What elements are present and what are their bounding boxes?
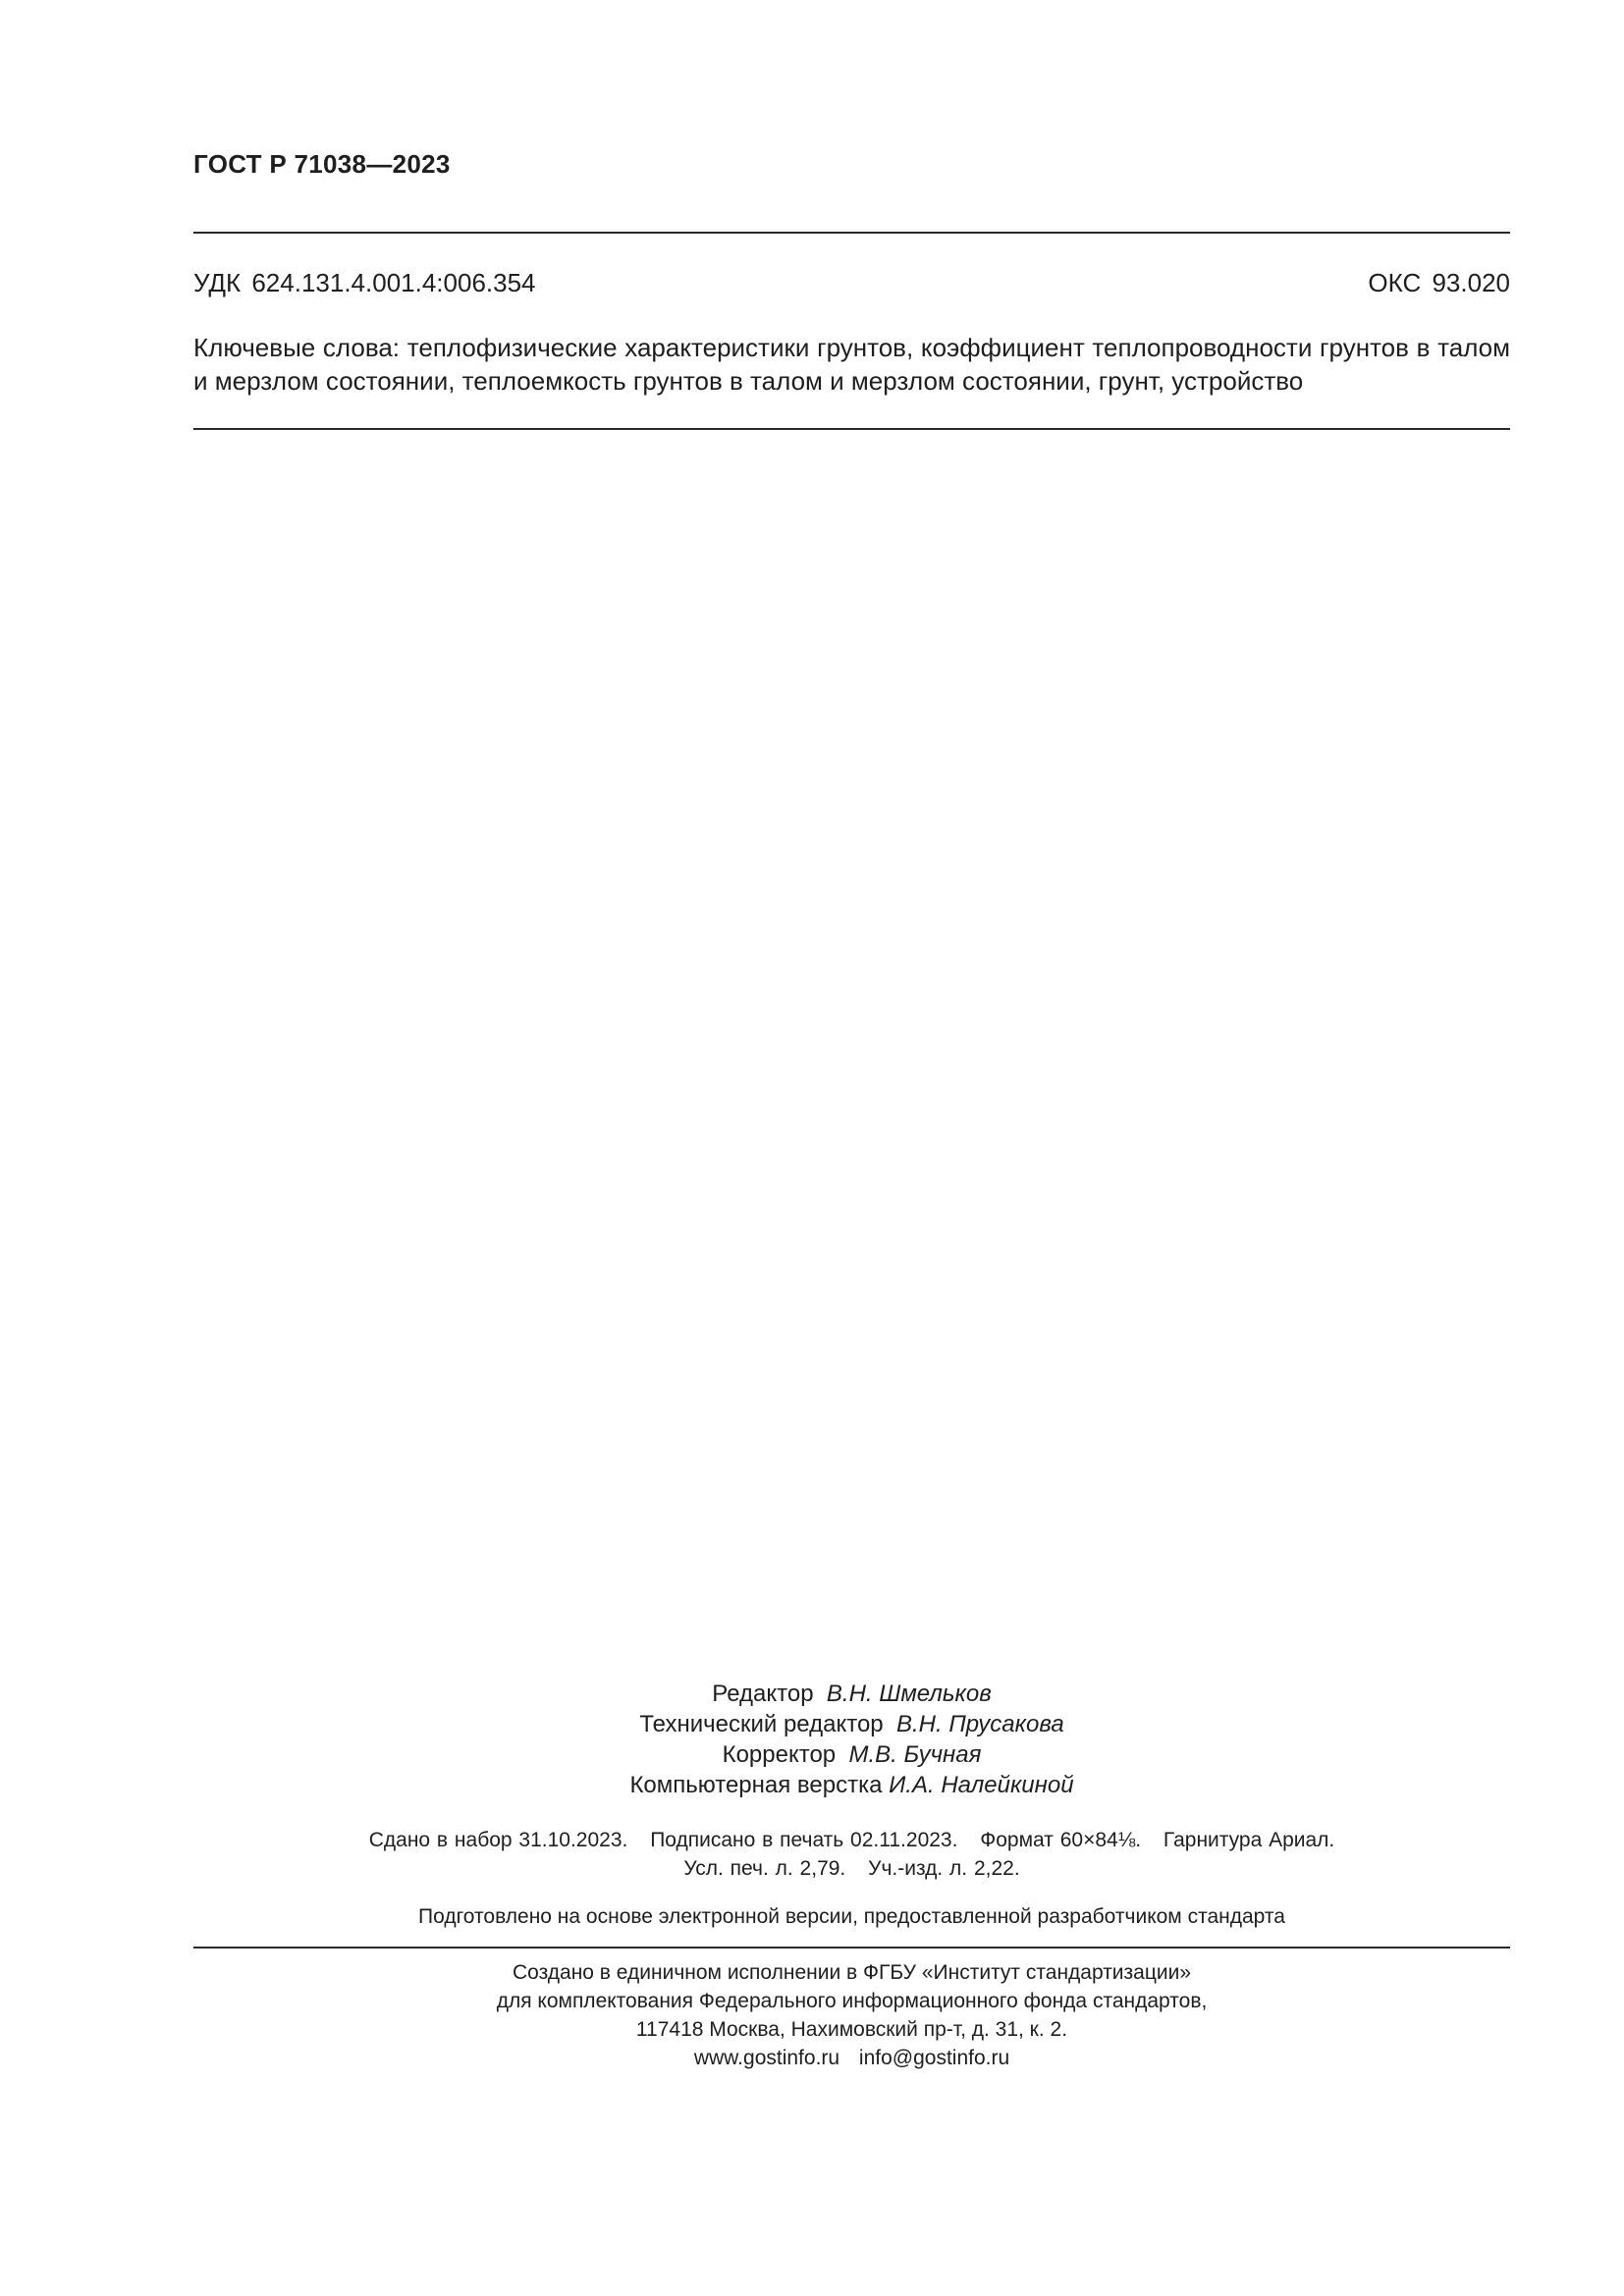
credit-editor [193, 1679, 1510, 1709]
submitted-date: Сдано в набор 31.10.2023. [368, 1829, 628, 1851]
credit-layout [193, 1770, 1510, 1800]
publisher-address: 117418 Москва, Нахимовский пр-т, д. 31, к. 2. [635, 2018, 1068, 2041]
credit-name: В.Н. Прусакова [896, 1711, 1064, 1737]
publisher-line-1: Создано в единичном исполнении в ФГБУ «Институт стандартизации» [512, 1961, 1192, 1984]
keywords-text: теплофизические характеристики грунтов, коэффициент теплопроводности грунтов в талом и мерзлом состоянии, теплоемкость грунтов в талом и мерзлом состоянии, грунт, устройство [193, 333, 1511, 396]
top-rule [193, 232, 1510, 234]
credit-name: М.В. Бучная [848, 1741, 982, 1768]
print-info-line-2 [193, 1854, 1510, 1883]
keywords-label: Ключевые слова: [193, 333, 401, 362]
credit-name: В.Н. Шмельков [826, 1681, 992, 1707]
oks-value: 93.020 [1432, 268, 1510, 297]
publisher-sheets: Уч.-изд. л. 2,22. [868, 1857, 1020, 1880]
credits-block [193, 1679, 1510, 1800]
keywords-rule [193, 428, 1510, 430]
credit-role: Корректор [722, 1741, 837, 1768]
credit-technical-editor [193, 1709, 1510, 1739]
typeface: Гарнитура Ариал. [1163, 1829, 1335, 1851]
standard-code: ГОСТ Р 71038—2023 [193, 149, 451, 179]
publisher-block [193, 1958, 1510, 2072]
oks-label: ОКС [1368, 268, 1422, 297]
credit-role: Редактор [712, 1681, 814, 1707]
publisher-website-link[interactable]: www.gostinfo.ru [693, 2047, 840, 2069]
udk-label: УДК [193, 268, 242, 297]
publisher-rule [193, 1947, 1510, 1949]
udk-code [193, 268, 536, 298]
credit-name: И.А. Налейкиной [889, 1772, 1074, 1798]
credit-proofreader [193, 1739, 1510, 1770]
print-sheets: Усл. печ. л. 2,79. [683, 1857, 846, 1880]
credit-role: Компьютерная верстка [629, 1772, 883, 1798]
credit-role: Технический редактор [639, 1711, 884, 1737]
udk-value: 624.131.4.001.4:006.354 [251, 268, 536, 297]
publisher-line-2: для комплектования Федерального информационного фонда стандартов, [496, 1990, 1208, 2012]
print-info-block [193, 1826, 1510, 1883]
print-info-line-1 [193, 1826, 1510, 1854]
signed-date: Подписано в печать 02.11.2023. [650, 1829, 958, 1851]
paper-format: Формат 60×84⅛. [980, 1829, 1142, 1851]
publisher-contacts [193, 2044, 1510, 2072]
prepared-note: Подготовлено на основе электронной версии, предоставленной разработчиком стандарта [418, 1905, 1285, 1928]
publisher-email-link[interactable]: info@gostinfo.ru [858, 2047, 1010, 2069]
keywords-paragraph [193, 331, 1510, 398]
oks-code [1368, 268, 1510, 298]
